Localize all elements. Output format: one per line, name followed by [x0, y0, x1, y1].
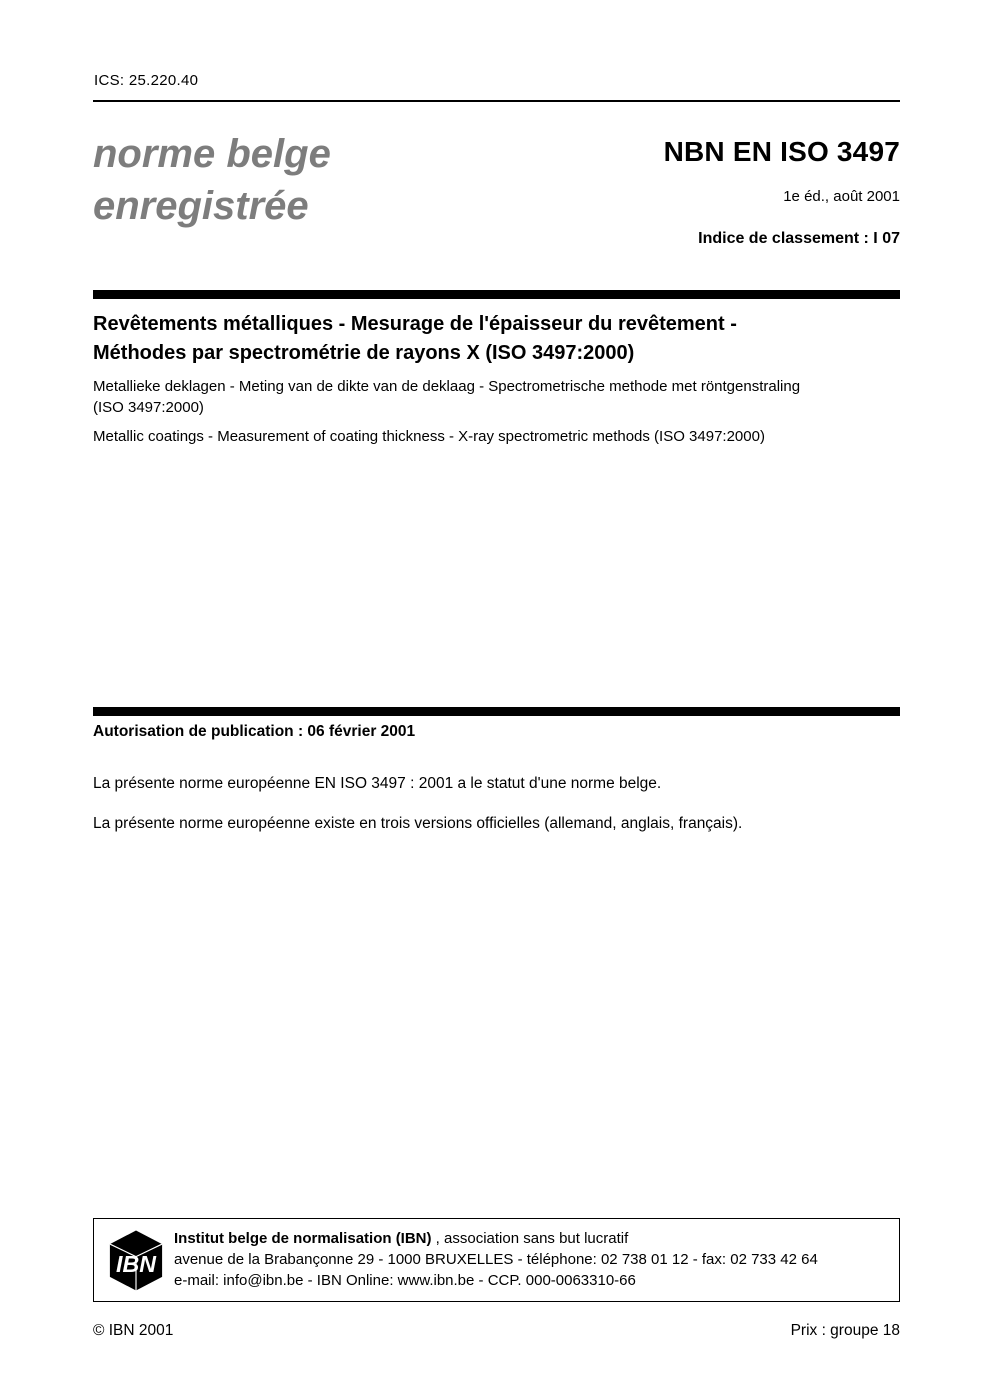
classification-index: Indice de classement : I 07 — [698, 230, 900, 247]
publisher-contact: e-mail: info@ibn.be - IBN Online: www.ibn.be - CCP. 000-0063310-66 — [174, 1272, 636, 1289]
ibn-cube-logo-icon — [107, 1229, 165, 1292]
title-french-line2: Méthodes par spectrométrie de rayons X (ISO 3497:2000) — [93, 342, 635, 364]
status-paragraph: La présente norme européenne EN ISO 3497 : 2001 a le statut d'une norme belge. — [93, 775, 662, 792]
title-english: Metallic coatings - Measurement of coating thickness - X-ray spectrometric methods (ISO 3497:2000) — [93, 428, 765, 445]
ibn-logo-text: IBN — [116, 1251, 156, 1278]
edition-date: 1e éd., août 2001 — [783, 188, 900, 205]
masthead-title-line2: enregistrée — [93, 184, 309, 228]
masthead-title — [93, 128, 331, 232]
header-rule — [93, 100, 900, 102]
ics-code: ICS: 25.220.40 — [94, 72, 199, 89]
publisher-name-suffix: , association sans but lucratif — [431, 1230, 629, 1247]
title-french-line1: Revêtements métalliques - Mesurage de l'épaisseur du revêtement - — [93, 313, 737, 335]
title-dutch-line2: (ISO 3497:2000) — [93, 399, 204, 416]
separator-bar-middle — [93, 707, 900, 716]
document-number: NBN EN ISO 3497 — [663, 136, 900, 167]
publisher-address: avenue de la Brabançonne 29 - 1000 BRUXELLES - téléphone: 02 738 01 12 - fax: 02 733 42 64 — [174, 1251, 818, 1268]
title-french — [93, 310, 908, 368]
title-dutch-line1: Metallieke deklagen - Meting van de dikte van de deklaag - Spectrometrische methode met röntgenstraling — [93, 378, 801, 395]
publisher-text — [174, 1228, 818, 1291]
copyright-notice: © IBN 2001 — [93, 1322, 174, 1339]
price-group: Prix : groupe 18 — [790, 1322, 900, 1339]
title-dutch — [93, 376, 908, 418]
separator-bar-top — [93, 290, 900, 299]
versions-paragraph: La présente norme européenne existe en trois versions officielles (allemand, anglais, français). — [93, 815, 743, 832]
publisher-name: Institut belge de normalisation (IBN) — [174, 1230, 432, 1247]
publisher-name-line — [174, 1228, 818, 1249]
publisher-box — [93, 1218, 900, 1302]
authorization-heading: Autorisation de publication : 06 février 2001 — [93, 723, 416, 740]
masthead-title-line1: norme belge — [93, 132, 331, 176]
